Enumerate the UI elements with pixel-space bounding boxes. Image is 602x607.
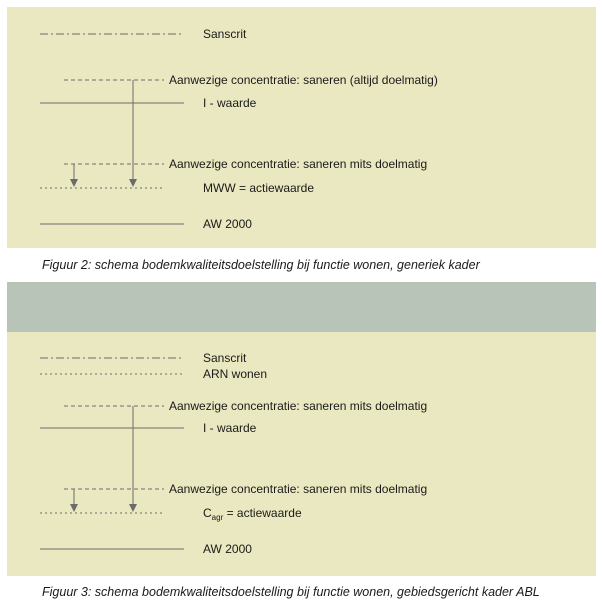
figure2-caption: Figuur 2: schema bodemkwaliteitsdoelstelling bij functie wonen, generiek kader [42, 258, 480, 272]
label-aanwezig-mits-2: Aanwezige concentratie: saneren mits doelmatig [169, 482, 428, 496]
figure3-panel [7, 332, 596, 576]
label-aw2000: AW 2000 [203, 217, 252, 231]
figure3-caption: Figuur 3: schema bodemkwaliteitsdoelstelling bij functie wonen, gebiedsgericht kader ABL [42, 585, 540, 599]
arrow-long-head [129, 504, 137, 512]
label-mww: MWW = actiewaarde [203, 181, 315, 195]
label-aanwezig-altijd: Aanwezige concentratie: saneren (altijd doelmatig) [169, 73, 438, 87]
label-i-waarde: I - waarde [203, 96, 257, 110]
figure2-diagram [7, 7, 596, 248]
cagr-base: C [203, 506, 212, 520]
label-i-waarde: I - waarde [203, 421, 257, 435]
arrow-short-head [70, 179, 78, 187]
figure2-panel [7, 7, 596, 248]
cagr-rest: = actiewaarde [223, 506, 302, 520]
label-sanscrit: Sanscrit [203, 351, 247, 365]
separator-band [7, 282, 596, 332]
figure3-diagram [7, 332, 596, 576]
cagr-sub: agr [211, 513, 224, 522]
label-cagr [203, 506, 302, 522]
label-aw2000: AW 2000 [203, 542, 252, 556]
label-aanwezig-mits-1: Aanwezige concentratie: saneren mits doelmatig [169, 399, 428, 413]
arrow-short-head [70, 504, 78, 512]
arrow-long-head [129, 179, 137, 187]
label-sanscrit: Sanscrit [203, 27, 247, 41]
label-arn: ARN wonen [203, 367, 268, 381]
label-aanwezig-mits: Aanwezige concentratie: saneren mits doelmatig [169, 157, 428, 171]
